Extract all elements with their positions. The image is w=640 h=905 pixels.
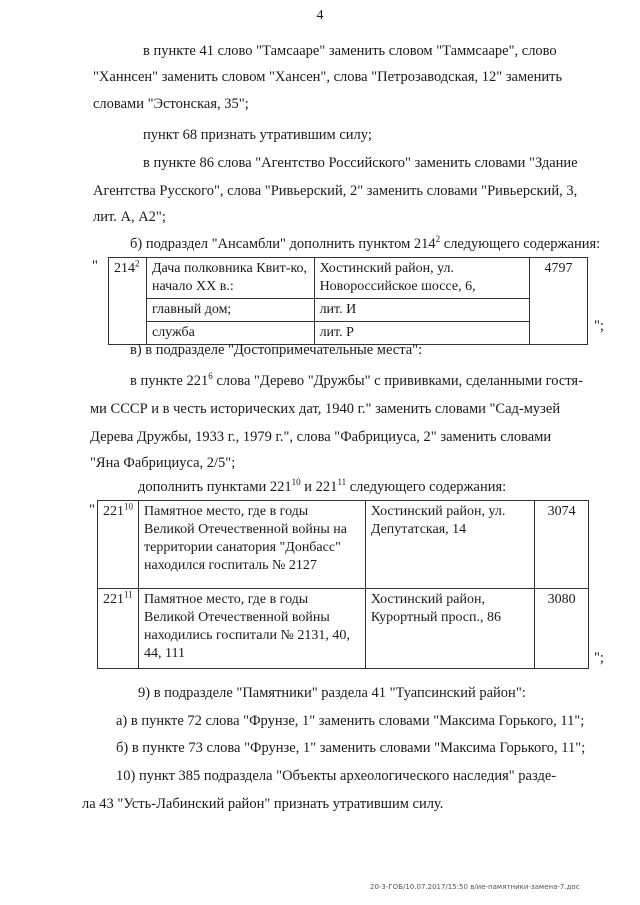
table1-close-quote: "; (594, 318, 604, 334)
table-cell-code: 3080 (535, 589, 589, 669)
dop-superscript-1: 10 (291, 477, 301, 488)
paragraph-p221-line2: ми СССР и в честь исторических дат, 1940 г." заменить словами "Сад-музей (90, 401, 561, 417)
table-row (109, 258, 588, 299)
paragraph-p41-line2: "Ханнсен" заменить словом "Хансен", слова "Петрозаводская, 12" заменить (93, 69, 563, 85)
page-number: 4 (316, 8, 324, 23)
paragraph-p221-line4: "Яна Фабрициуса, 2/5"; (90, 455, 236, 471)
paragraph-p86-line2: Агентства Русского", слова "Ривьерский, 2" заменить словами "Ривьерский, 3, (93, 183, 578, 199)
paragraph-dopolnit (138, 477, 507, 495)
table-cell-address: лит. Р (314, 322, 530, 345)
ansambli-text-pre: б) подраздел "Ансамбли" дополнить пунктом 214 (130, 236, 436, 252)
paragraph-p86-line3: лит. А, А2"; (93, 209, 166, 225)
table-cell-address: Хостинский район, Курортный просп., 86 (365, 589, 534, 669)
ansambli-superscript: 2 (435, 234, 441, 245)
dop-text-mid: и 221 (300, 479, 338, 495)
table-cell-number: $221^{11}$ (98, 589, 139, 669)
dop-text-pre: дополнить пунктами 221 (138, 479, 292, 495)
paragraph-v-heading: в) в подразделе "Достопримечательные места": (130, 342, 423, 358)
table2-close-quote: "; (594, 650, 604, 666)
p221-text-post: слова "Дерево "Дружбы" с прививками, сделанными гостя- (212, 373, 583, 389)
paragraph-p41-line1: в пункте 41 слово "Тамсааре" заменить словом "Таммсааре", слово (143, 43, 557, 59)
table-row (98, 501, 589, 589)
table-cell-address: лит. И (314, 299, 530, 322)
table-cell-name: главный дом; (146, 299, 314, 322)
paragraph-p9b: б) в пункте 73 слова "Фрунзе, 1" заменить словами "Максима Горького, 11"; (116, 740, 586, 756)
table-row (98, 589, 589, 669)
dop-superscript-2: 11 (337, 477, 347, 488)
table-dostoprim (97, 500, 589, 669)
table-cell-name: Памятное место, где в годы Великой Отечественной войны находились госпитали № 2131, 40, 44, 111 (139, 589, 366, 669)
paragraph-p221-line3: Дерева Дружбы, 1933 г., 1979 г.", слова "Фабрициуса, 2" заменить словами (90, 429, 552, 445)
table-cell-name: служба (146, 322, 314, 345)
table-cell-name: Дача полковника Квит-ко, начало XX в.: (146, 258, 314, 299)
table-cell-number: $221^{10}$ (98, 501, 139, 589)
table1-open-quote: " (92, 258, 98, 274)
p221-superscript: 6 (208, 371, 213, 382)
dop-text-post: следующего содержания: (346, 479, 507, 495)
table2-open-quote: " (89, 502, 95, 518)
paragraph-p10-line1: 10) пункт 385 подраздела "Объекты археологического наследия" разде- (116, 768, 557, 784)
paragraph-p221-line1 (130, 371, 583, 389)
table-cell-address: Хостинский район, ул. Депутатская, 14 (365, 501, 534, 589)
paragraph-p9a: а) в пункте 72 слова "Фрунзе, 1" заменить словами "Максима Горького, 11"; (116, 713, 585, 729)
paragraph-p41-line3: словами "Эстонская, 35"; (93, 96, 249, 112)
table-ansambli (108, 257, 588, 345)
paragraph-p68: пункт 68 признать утратившим силу; (143, 127, 372, 143)
table-cell-code: 3074 (535, 501, 589, 589)
paragraph-ansambli (130, 234, 601, 252)
table-cell-address: Хостинский район, ул. Новороссийское шоссе, 6, (314, 258, 530, 299)
table-cell-name: Памятное место, где в годы Великой Отечественной войны на территории санатория "Донбасс" находился госпиталь № 2127 (139, 501, 366, 589)
table-cell-code: 4797 (530, 258, 588, 345)
paragraph-p9: 9) в подразделе "Памятники" раздела 41 "Туапсинский район": (138, 685, 526, 701)
ansambli-text-post: следующего содержания: (440, 236, 601, 252)
paragraph-p86-line1: в пункте 86 слова "Агентство Российского" заменить словами "Здание (143, 155, 578, 171)
p221-text-pre: в пункте 221 (130, 373, 209, 389)
table-row (109, 299, 588, 322)
footer-filename: 20-3-ГОБ/10.07.2017/15:50 в/ие-памятники-замена-7.доc (370, 883, 580, 891)
table-cell-number: $214^2$ (109, 258, 147, 345)
paragraph-p10-line2: ла 43 "Усть-Лабинский район" признать утратившим силу. (82, 796, 444, 812)
